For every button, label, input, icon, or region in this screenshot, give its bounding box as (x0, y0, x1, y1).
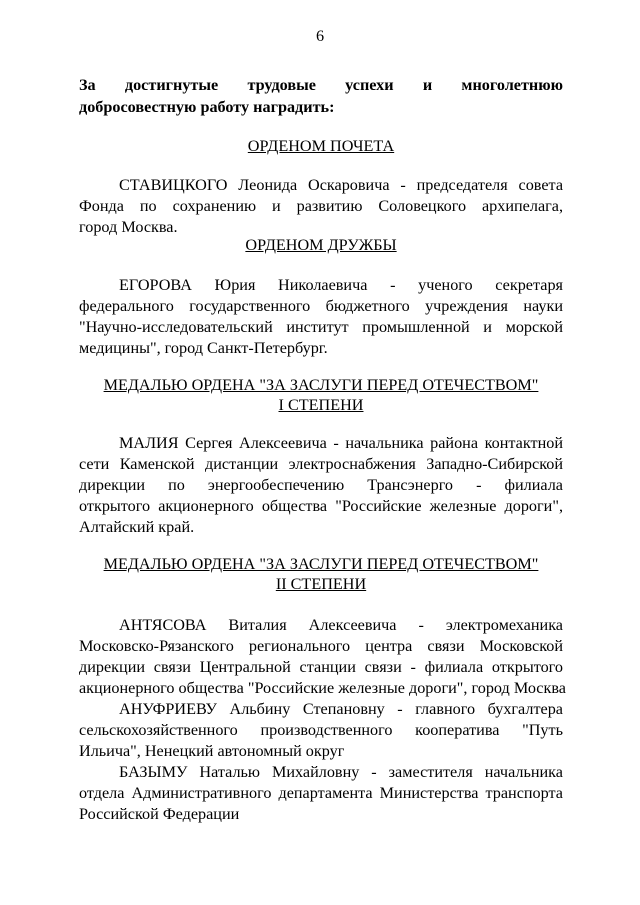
page-number: 6 (315, 27, 325, 45)
intro-line: добросовестную работу наградить: (79, 98, 335, 116)
award-entry-line: дирекции связи Центральной станции связи - филиала открытого (79, 658, 563, 676)
award-entry-line: АНУФРИЕВУ Альбину Степановну - главного бухгалтера (119, 700, 563, 718)
award-entry-line: акционерного общества "Российские железные дороги", город Москва (79, 679, 566, 697)
award-entry-line: БАЗЫМУ Наталью Михайловну - заместителя начальника (119, 763, 563, 781)
award-entry-line: АНТЯСОВА Виталия Алексеевича - электромеханика (119, 616, 563, 634)
award-entry-line: СТАВИЦКОГО Леонида Оскаровича - председателя совета (119, 176, 563, 194)
section-heading: ОРДЕНОМ ДРУЖБЫ (245, 236, 397, 254)
section-heading: II СТЕПЕНИ (275, 575, 367, 593)
intro-line: За достигнутые трудовые успехи и многолетнюю (79, 76, 563, 94)
award-entry-line: ЕГОРОВА Юрия Николаевича - ученого секретаря (119, 276, 563, 294)
award-entry-line: отдела Административного департамента Министерства транспорта (79, 784, 563, 802)
award-entry-line: Российской Федерации (79, 805, 240, 823)
award-entry-line: Ильича", Ненецкий автономный округ (79, 742, 345, 760)
award-entry-line: федерального государственного бюджетного учреждения науки (79, 297, 563, 315)
award-entry-line: Алтайский край. (79, 518, 195, 536)
award-entry-line: "Научно-исследовательский институт промышленной и морской (79, 318, 563, 336)
award-entry-line: дирекции по энергообеспечению Трансэнерго - филиала (79, 476, 563, 494)
section-heading: МЕДАЛЬЮ ОРДЕНА "ЗА ЗАСЛУГИ ПЕРЕД ОТЕЧЕСТВОМ" (103, 555, 539, 573)
award-entry-line: МАЛИЯ Сергея Алексеевича - начальника района контактной (119, 434, 563, 452)
award-entry-line: открытого акционерного общества "Российские железные дороги", (79, 497, 563, 515)
award-entry-line: Фонда по сохранению и развитию Соловецкого архипелага, (79, 197, 563, 215)
section-heading: I СТЕПЕНИ (278, 396, 364, 414)
award-entry-line: Московско-Рязанского регионального центра связи Московской (79, 637, 563, 655)
award-entry-line: сельскохозяйственного производственного кооператива "Путь (79, 721, 563, 739)
award-entry-line: город Москва. (79, 218, 178, 236)
section-heading: МЕДАЛЬЮ ОРДЕНА "ЗА ЗАСЛУГИ ПЕРЕД ОТЕЧЕСТВОМ" (103, 376, 539, 394)
award-entry-line: сети Каменской дистанции электроснабжения Западно-Сибирской (79, 455, 563, 473)
section-heading: ОРДЕНОМ ПОЧЕТА (247, 137, 395, 155)
award-entry-line: медицины", город Санкт-Петербург. (79, 339, 328, 357)
